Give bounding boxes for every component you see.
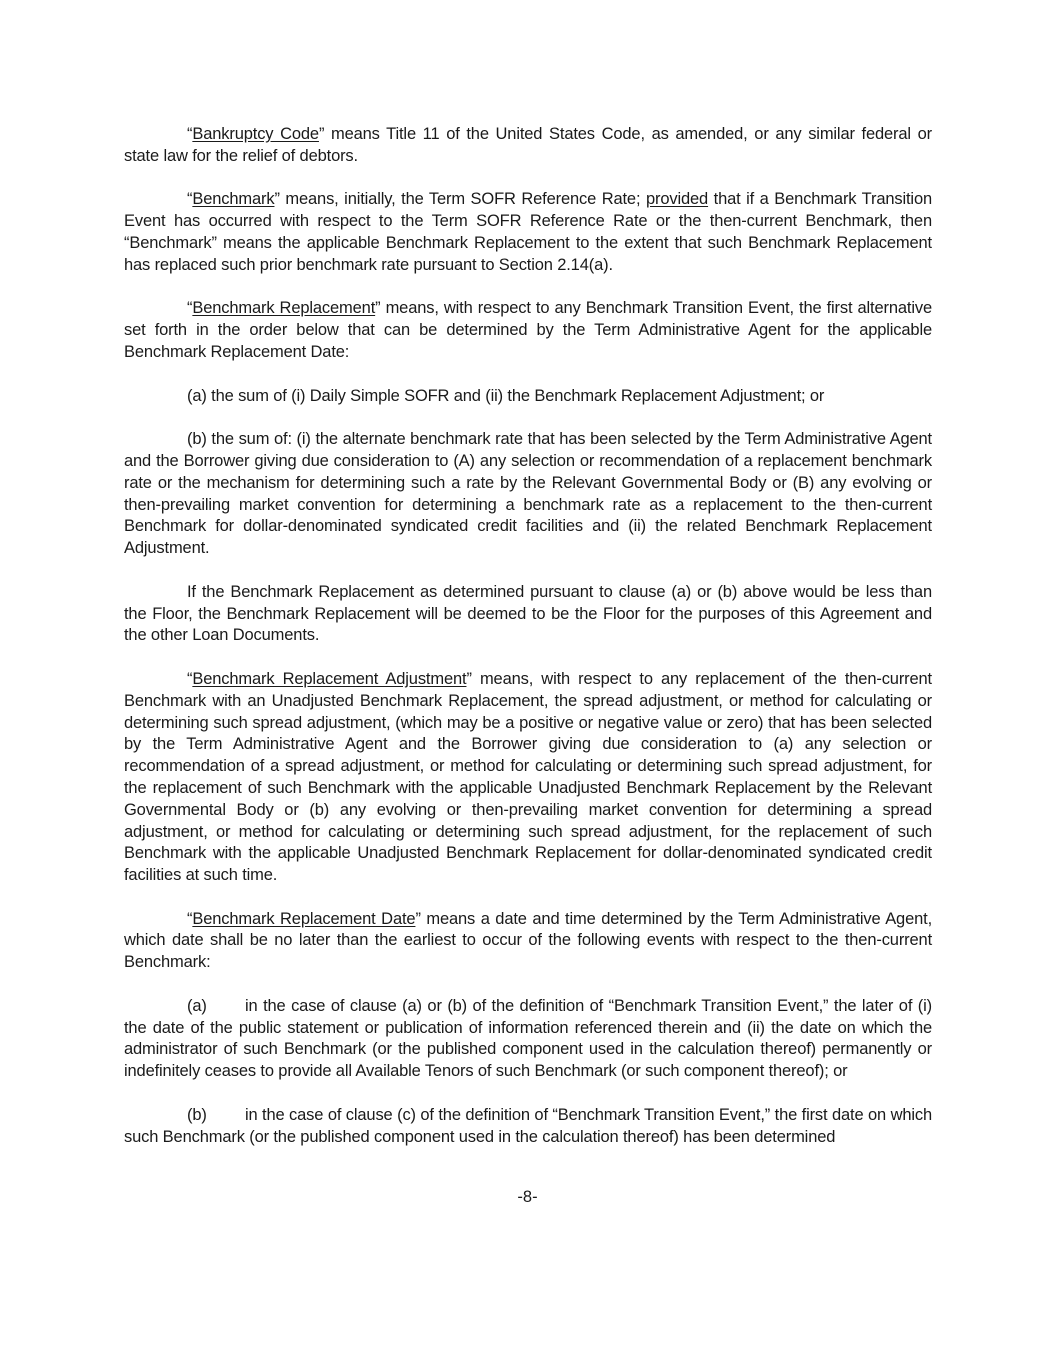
list-item-a: (a) in the case of clause (a) or (b) of the definition of “Benchmark Transition Event,” the later of (i) the date of the public statement or publication of information referenced therein and (ii) the date on which the administrator of such Benchmark (or the published component used in the calculation thereof) permanently or indefinitely ceases to provide all Available Tenors of such Benchmark (or such component thereof); or xyxy=(124,996,932,1081)
defined-term: Bankruptcy Code xyxy=(192,125,319,143)
provided-emphasis: provided xyxy=(645,190,709,209)
defined-term: Benchmark Replacement Date xyxy=(192,909,416,928)
clause-b-paragraph: (b) the sum of: (i) the alternate benchmark rate that has been selected by the Term Administrative Agent and the Borrower giving due consideration to (A) any selection or recommendation of a replacement benchmark rate or the mechanism for determining such a rate by the Relevant Governmental Body or (B) any evolving or then-prevailing market convention for determining a benchmark rate as a replacement to the then-current Benchmark for dollar-denominated syndicated credit facilities and (ii) the related Benchmark Replacement Adjustment. xyxy=(124,430,932,558)
page-number: -8- xyxy=(517,1188,538,1206)
clause-a-paragraph: (a) the sum of (i) Daily Simple SOFR and (ii) the Benchmark Replacement Adjustment; or xyxy=(187,386,825,405)
definition-benchmark-replacement: “Benchmark Replacement” means, with respect to any Benchmark Transition Event, the first alternative set forth in the order below that can be determined by the Term Administrative Agent for the applicable Benchmark Replacement Date: xyxy=(124,299,932,361)
definition-bankruptcy-code: “Bankruptcy Code” means Title 11 of the United States Code, as amended, or any similar federal or state law for the relief of debtors. xyxy=(124,125,932,165)
item-label: (a) xyxy=(187,996,207,1015)
definition-benchmark-replacement-adjustment: “Benchmark Replacement Adjustment” means, with respect to any replacement of the then-current Benchmark with an Unadjusted Benchmark Replacement, the spread adjustment, or method for calculating or determining such spread adjustment, (which may be a positive or negative value or zero) that has been selected by the Term Administrative Agent and the Borrower giving due consideration to (a) any selection or recommendation of a spread adjustment, or method for calculating or determining such spread adjustment, for the replacement of such Benchmark with the applicable Unadjusted Benchmark Replacement by the Relevant Governmental Body or (b) any evolving or then-prevailing market convention for determining a spread adjustment, or method for calculating or determining such spread adjustment, for the replacement of such Benchmark with the applicable Unadjusted Benchmark Replacement for dollar-denominated syndicated credit facilities at such time. xyxy=(124,669,932,885)
defined-term: Benchmark Replacement Adjustment xyxy=(192,669,467,688)
floor-paragraph: If the Benchmark Replacement as determined pursuant to clause (a) or (b) above would be less than the Floor, the Benchmark Replacement will be deemed to be the Floor for the purposes of this Agreement and the other Loan Documents. xyxy=(124,582,932,645)
list-item-b: (b) in the case of clause (c) of the definition of “Benchmark Transition Event,” the first date on which such Benchmark (or the published component used in the calculation thereof) has been determined xyxy=(124,1105,932,1146)
defined-term: Benchmark Replacement xyxy=(192,299,376,318)
definition-benchmark-replacement-date: “Benchmark Replacement Date” means a date and time determined by the Term Administrative Agent, which date shall be no later than the earliest to occur of the following events with respect to the then-current Benchmark: xyxy=(124,909,932,972)
defined-term: Benchmark xyxy=(192,190,275,209)
document-body xyxy=(124,124,932,1170)
definition-benchmark: “Benchmark” means, initially, the Term SOFR Reference Rate; provided that if a Benchmark Transition Event has occurred with respect to the Term SOFR Reference Rate or the then-current Benchmark, then “Benchmark” means the applicable Benchmark Replacement to the extent that such Benchmark Replacement has replaced such prior benchmark rate pursuant to Section 2.14(a). xyxy=(124,190,932,274)
item-label: (b) xyxy=(187,1105,207,1124)
